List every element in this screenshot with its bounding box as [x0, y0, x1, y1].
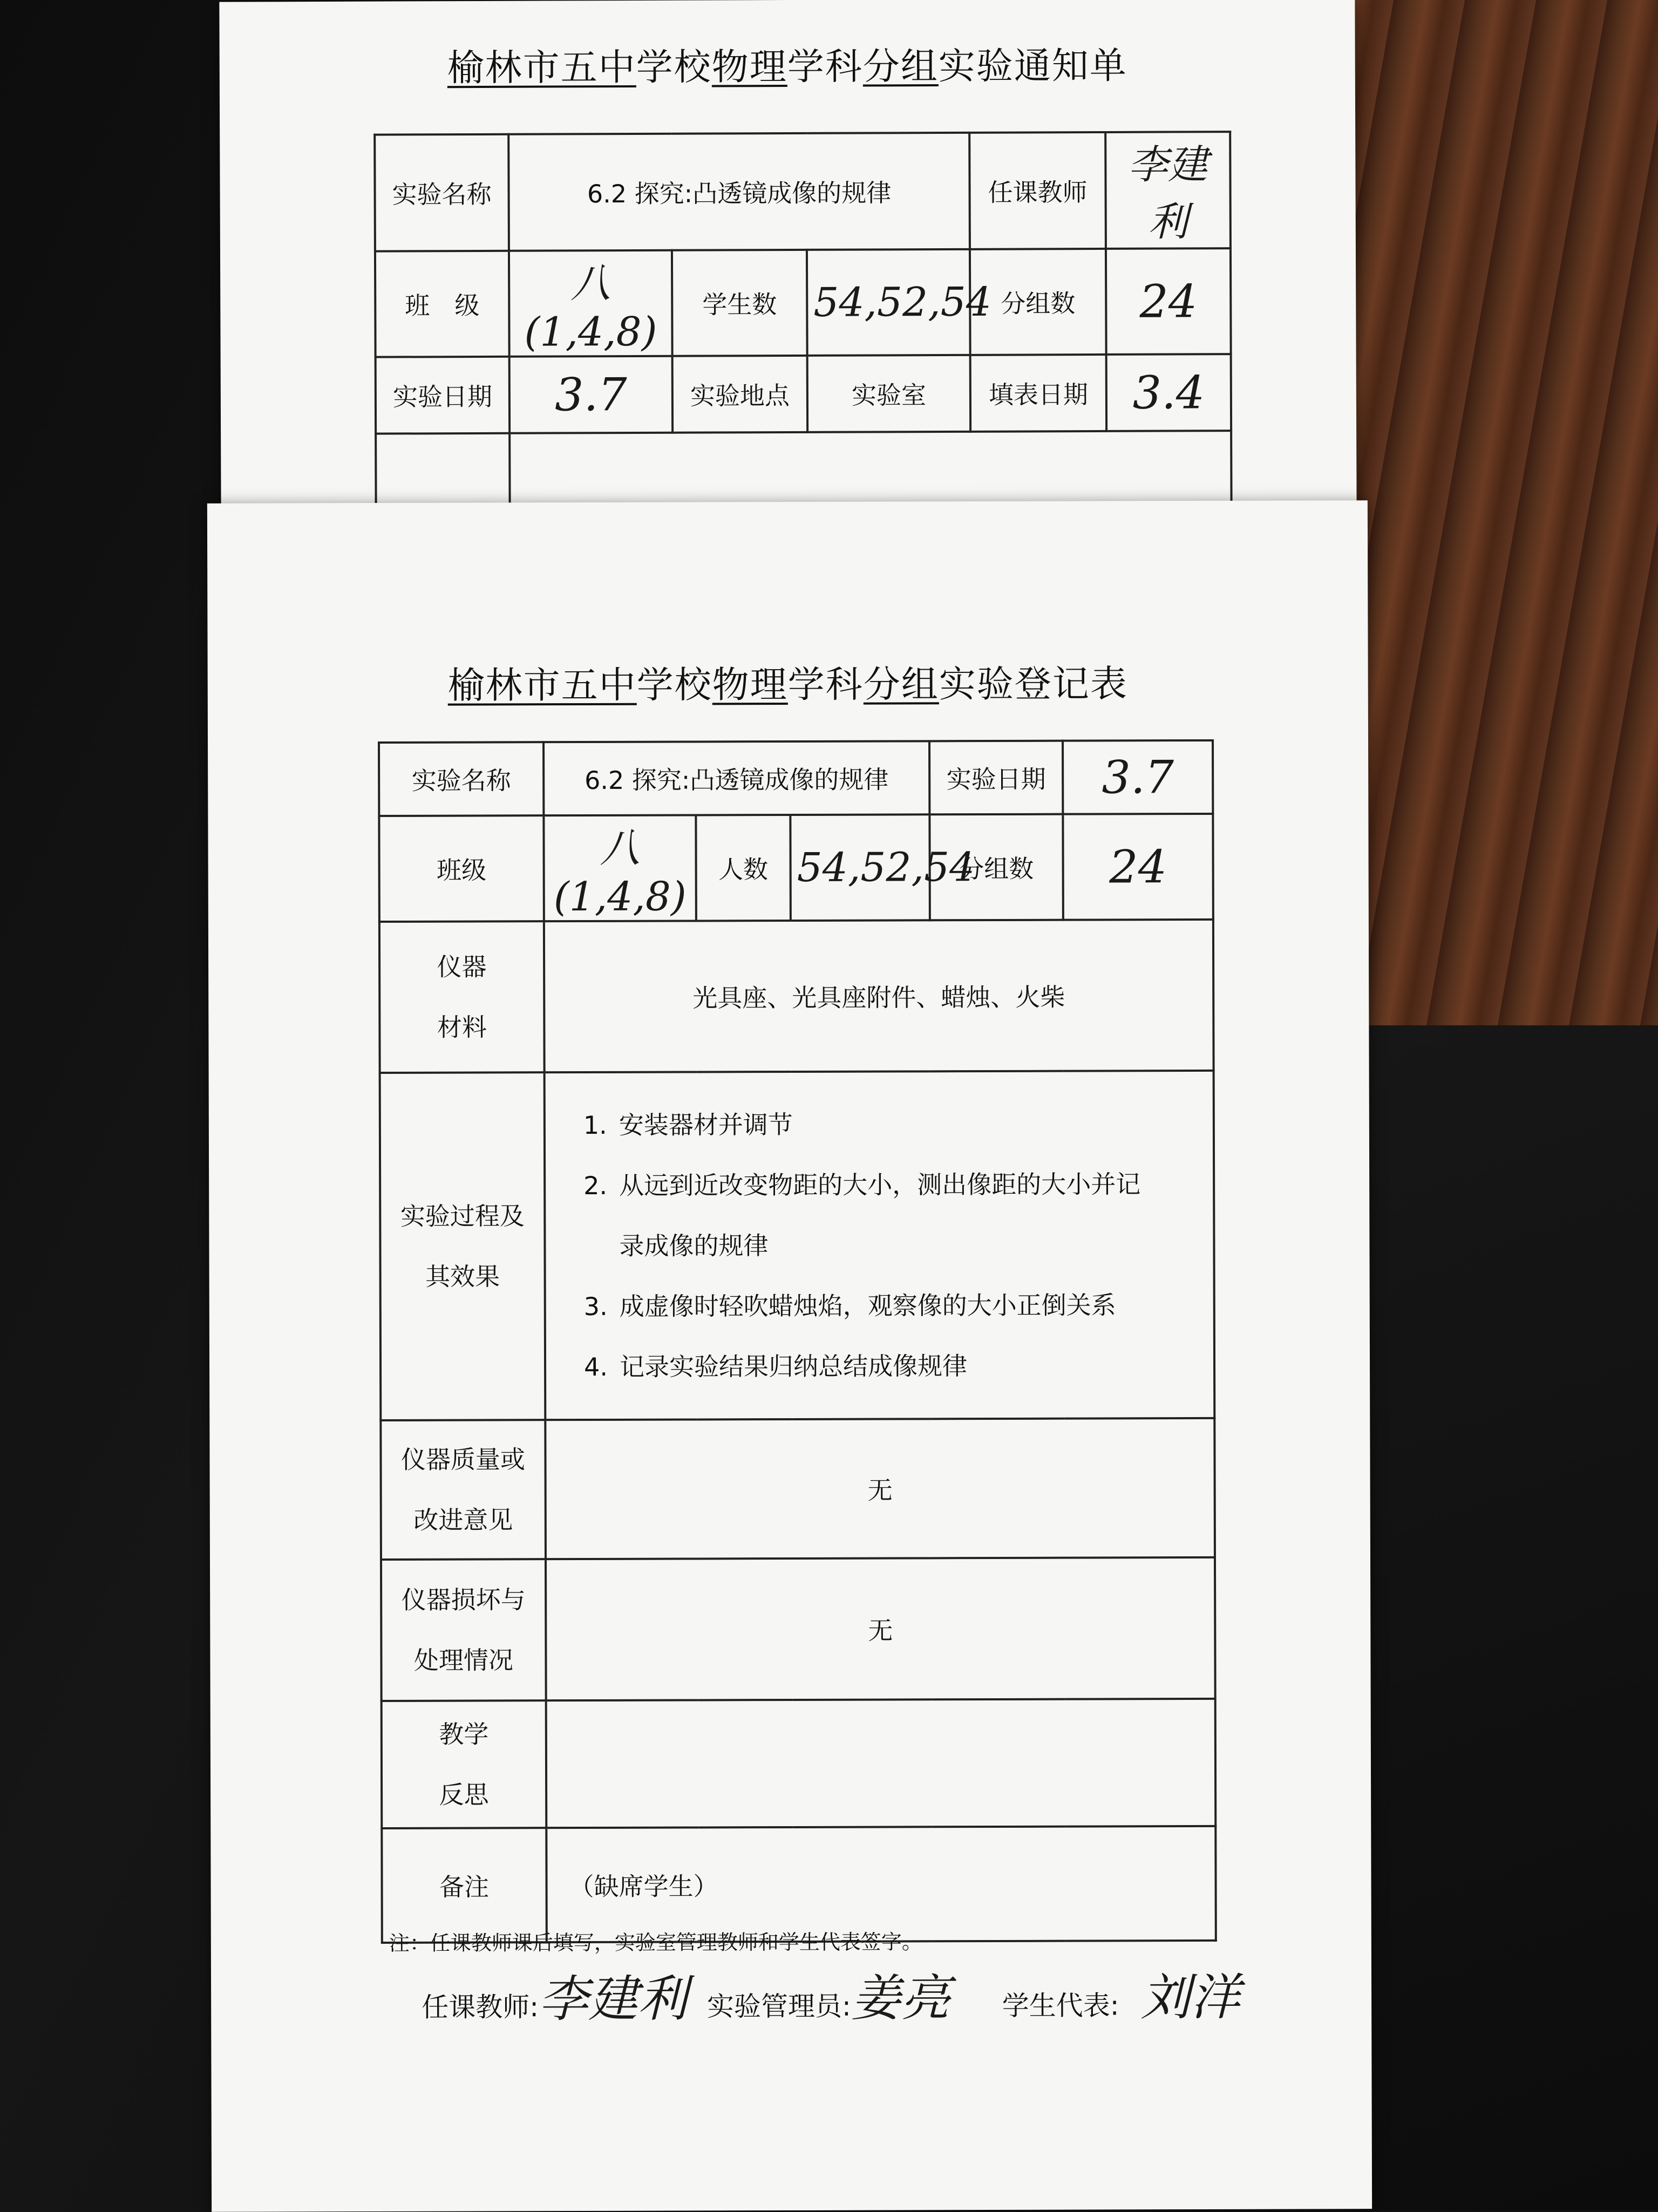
signature-line	[422, 1958, 1240, 2031]
register-row-damage	[381, 1557, 1215, 1701]
rep-sig-label: 学生代表:	[1002, 1990, 1119, 2022]
fill-date-label: 填表日期	[970, 355, 1106, 432]
damage-value: 无	[546, 1557, 1215, 1700]
step-item: 1. 安装器材并调节	[583, 1110, 793, 1140]
dark-surface	[1360, 1025, 1658, 2210]
notice-row-class	[375, 248, 1231, 357]
teacher-sig: 李建利	[538, 1970, 688, 2029]
date-value: 3.7	[509, 356, 672, 433]
footnote: 注：任课教师课后填写，实验室管理教师和学生代表签字。	[389, 1930, 922, 1955]
register-row-process	[380, 1071, 1215, 1420]
notice-sheet	[219, 0, 1356, 520]
step-item: 4. 记录实验结果归纳总结成像规律	[583, 1351, 968, 1381]
notice-title: 榆林市五中学校物理学科分组实验通知单	[447, 44, 1127, 90]
process-label: 实验过程及 其效果	[380, 1072, 546, 1420]
step-item: 3. 成虚像时轻吹蜡烛焰，观察像的大小正倒关系	[583, 1290, 1116, 1321]
admin-sig-label: 实验管理员:	[706, 1990, 851, 2023]
register-row-reflection	[382, 1699, 1216, 1828]
reg-date-value: 3.7	[1063, 740, 1213, 814]
register-row-quality	[380, 1418, 1215, 1560]
reg-count-label: 人数	[696, 815, 791, 921]
reg-count-value: 54,52,54	[790, 814, 930, 921]
reg-exp-name-value: 6.2 探究:凸透镜成像的规律	[543, 741, 929, 815]
class-value: 八(1,4,8)	[509, 250, 672, 357]
notice-row-name	[375, 132, 1231, 251]
exp-name-label: 实验名称	[375, 134, 509, 251]
place-label: 实验地点	[672, 356, 807, 433]
reg-date-label: 实验日期	[929, 741, 1063, 815]
place-value: 实验室	[807, 355, 971, 432]
register-row-instrument	[379, 920, 1214, 1073]
class-label: 班 级	[375, 251, 509, 357]
quality-value: 无	[545, 1418, 1215, 1559]
reflection-label: 教学 反思	[382, 1700, 547, 1828]
admin-sig: 姜亮	[851, 1969, 950, 2027]
fill-date-value: 3.4	[1106, 354, 1231, 431]
register-row-name	[379, 740, 1213, 816]
remark-value: （缺席学生）	[546, 1826, 1216, 1942]
teacher-sig-label: 任课教师:	[422, 1991, 539, 2023]
quality-label: 仪器质量或 改进意见	[380, 1420, 546, 1560]
reg-exp-name-label: 实验名称	[379, 742, 543, 816]
remark-label: 备注	[382, 1828, 547, 1943]
register-title: 榆林市五中学校物理学科分组实验登记表	[447, 663, 1128, 707]
instrument-value: 光具座、光具座附件、蜡烛、火柴	[544, 920, 1214, 1072]
register-row-class	[379, 814, 1213, 922]
wood-surface	[1322, 0, 1658, 1160]
reg-class-label: 班级	[379, 815, 544, 922]
teacher-label: 任课教师	[969, 132, 1106, 249]
reg-groups-label: 分组数	[929, 814, 1063, 921]
students-label: 学生数	[672, 250, 807, 356]
groups-value: 24	[1106, 248, 1231, 355]
step-item-continued: 录成像的规律	[619, 1231, 769, 1261]
instrument-label: 仪器 材料	[379, 921, 545, 1073]
teacher-signature: 李建利	[1105, 132, 1231, 249]
reflection-value	[546, 1699, 1216, 1828]
step-item: 2. 从远到近改变物距的大小，测出像距的大小并记	[583, 1169, 1141, 1200]
notice-row-date	[376, 354, 1232, 434]
exp-name-value: 6.2 探究:凸透镜成像的规律	[508, 133, 970, 251]
groups-label: 分组数	[970, 249, 1106, 355]
date-label: 实验日期	[376, 357, 509, 434]
rep-sig: 刘洋	[1140, 1968, 1240, 2027]
students-value: 54,52,54	[807, 249, 970, 356]
register-table	[378, 739, 1217, 1944]
process-steps	[545, 1071, 1215, 1420]
register-sheet	[207, 500, 1372, 2212]
reg-groups-value: 24	[1063, 814, 1213, 920]
damage-label: 仪器损坏与 处理情况	[381, 1559, 546, 1701]
reg-class-value: 八(1,4,8)	[543, 815, 696, 921]
